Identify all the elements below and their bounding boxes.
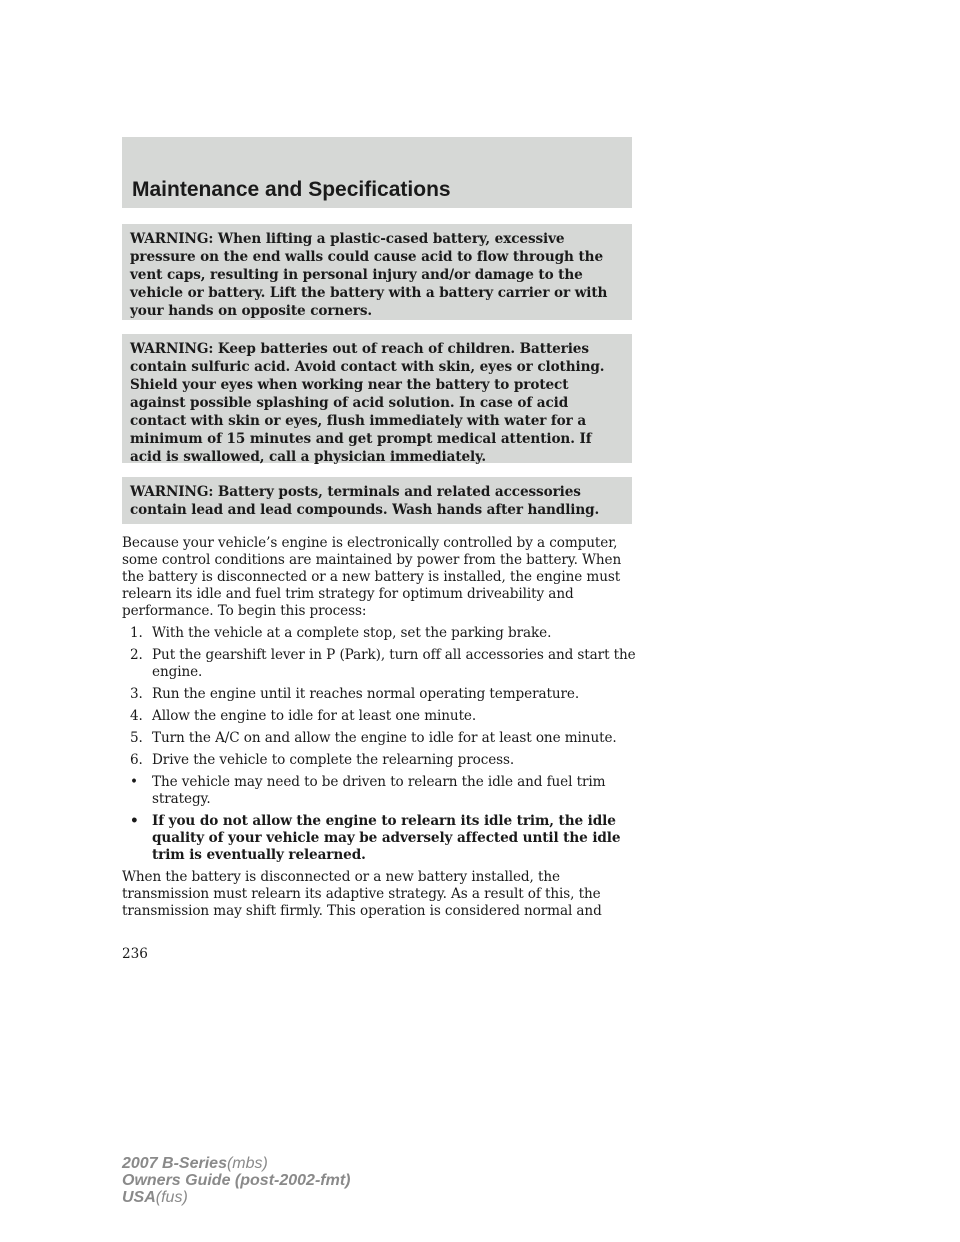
footer-line-1 xyxy=(122,1155,350,1172)
notes-bullet-list xyxy=(122,774,642,864)
step-text: Allow the engine to idle for at least one minute. xyxy=(152,708,477,724)
warning-box-lifting xyxy=(122,224,632,320)
warning-text: WARNING: Keep batteries out of reach of children. Batteries contain sulfuric acid. Avoid contact with skin, eyes or clothing. Shield your eyes when working near the battery to protect against possible splashing of acid solution. In case of acid contact with skin or eyes, flush immediately with water for a minimum of 15 minutes and get prompt medical attention. If acid is swallowed, call a physician immediately. xyxy=(130,341,605,465)
footer-line-2: Owners Guide (post-2002-fmt) xyxy=(122,1172,351,1189)
list-item xyxy=(122,708,642,725)
step-number: 6. xyxy=(130,752,143,768)
step-text: Put the gearshift lever in P (Park), turn off all accessories and start the engine. xyxy=(152,647,636,680)
footer-model-code: (mbs) xyxy=(226,1155,268,1172)
footer-market: USA xyxy=(122,1189,156,1206)
list-item xyxy=(122,813,642,864)
list-item xyxy=(122,730,642,747)
document-footer xyxy=(122,1155,350,1206)
list-item xyxy=(122,774,642,808)
footer-market-code: (fus) xyxy=(155,1189,188,1206)
closing-paragraph: When the battery is disconnected or a new battery installed, the transmission must relearn its adaptive strategy. As a result of this, the transmission may shift firmly. This operation is considered normal and xyxy=(122,869,602,919)
list-item xyxy=(122,625,642,642)
bullet-text: If you do not allow the engine to relearn its idle trim, the idle quality of your vehicle may be adversely affected until the idle trim is eventually relearned. xyxy=(152,813,621,863)
section-header-band xyxy=(122,137,632,208)
warning-text: WARNING: Battery posts, terminals and related accessories contain lead and lead compounds. Wash hands after handling. xyxy=(130,484,600,518)
page-number: 236 xyxy=(122,946,148,962)
footer-line-3 xyxy=(122,1189,350,1206)
bullet-mark: • xyxy=(130,813,139,829)
warning-text: WARNING: When lifting a plastic-cased battery, excessive pressure on the end walls could cause acid to flow through the vent caps, resulting in personal injury and/or damage to the vehicle or battery. Lift the battery with a battery carrier or with your hands on opposite corners. xyxy=(130,231,608,319)
intro-paragraph: Because your vehicle’s engine is electronically controlled by a computer, some control conditions are maintained by power from the battery. When the battery is disconnected or a new battery is installed, the engine must relearn its idle and fuel trim strategy for optimum driveability and performance. To begin this process: xyxy=(122,535,622,619)
bullet-text: The vehicle may need to be driven to relearn the idle and fuel trim strategy. xyxy=(152,774,606,807)
step-text: Drive the vehicle to complete the relearning process. xyxy=(152,752,515,768)
list-item xyxy=(122,686,642,703)
list-item xyxy=(122,752,642,769)
relearn-steps-list xyxy=(122,625,642,769)
step-number: 4. xyxy=(130,708,143,724)
section-title: Maintenance and Specifications xyxy=(132,178,451,201)
step-number: 3. xyxy=(130,686,143,702)
step-text: Run the engine until it reaches normal operating temperature. xyxy=(152,686,580,702)
footer-model: 2007 B-Series xyxy=(122,1155,227,1172)
bullet-mark: • xyxy=(130,774,138,790)
step-number: 2. xyxy=(130,647,143,663)
warning-box-lead xyxy=(122,477,632,524)
step-text: Turn the A/C on and allow the engine to idle for at least one minute. xyxy=(152,730,617,746)
body-content xyxy=(122,535,642,920)
step-number: 1. xyxy=(130,625,143,641)
list-item xyxy=(122,647,642,681)
warning-box-acid xyxy=(122,334,632,463)
step-number: 5. xyxy=(130,730,143,746)
step-text: With the vehicle at a complete stop, set the parking brake. xyxy=(152,625,552,641)
